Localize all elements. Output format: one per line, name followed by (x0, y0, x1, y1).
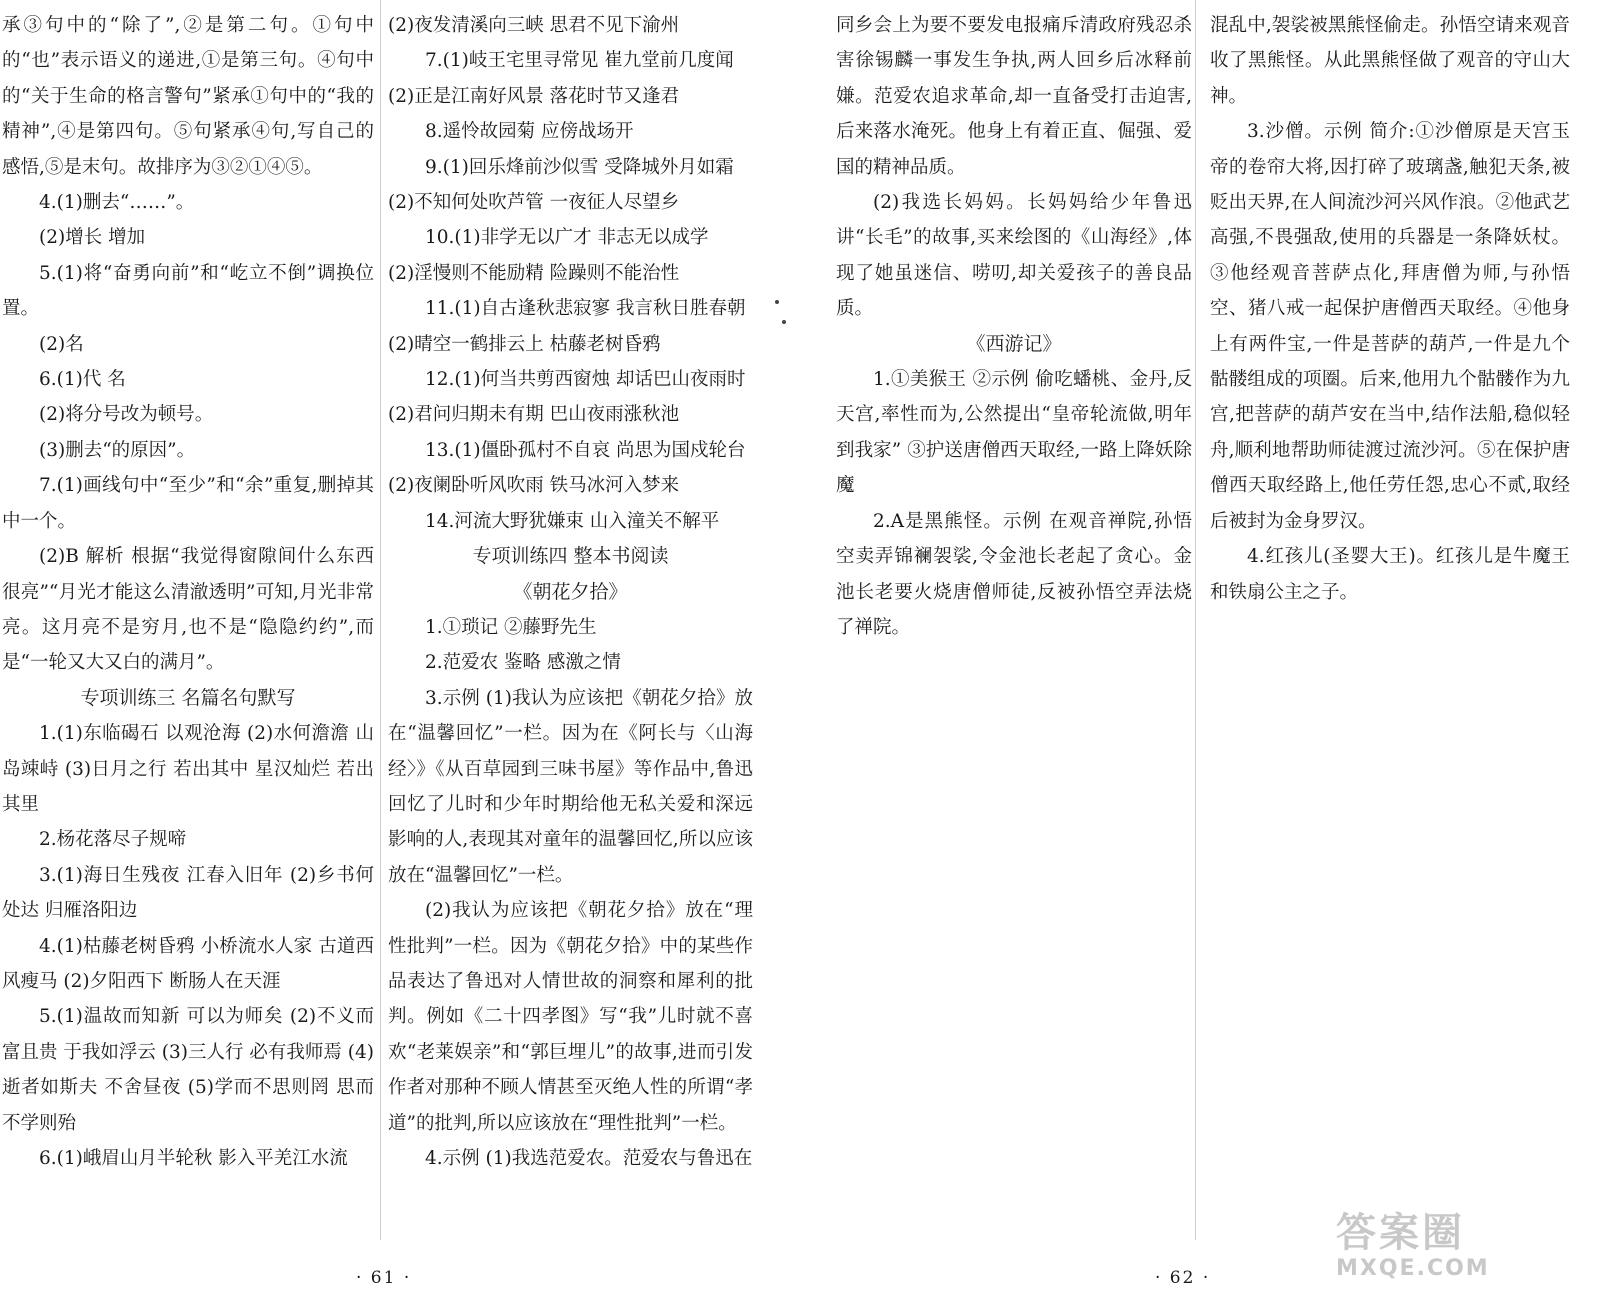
watermark-main: 答案圈 (1336, 1210, 1465, 1256)
column-2 (388, 8, 753, 1223)
answer-paragraph: 10.(1)非学无以广才 非志无以成学 (425, 227, 709, 249)
answer-paragraph: (2)增长 增加 (39, 227, 146, 249)
answer-paragraph: 同乡会上为要不要发电报痛斥清政府残忍杀害徐锡麟一事发生争执,两人回乡后冰释前嫌。范爱农追求革命,却一直备受打击迫害,后来落水淹死。他身上有着正直、倔强、爱国的精神品质。 (836, 15, 1192, 178)
column-3 (836, 8, 1192, 1223)
answer-paragraph: 4.红孩儿(圣婴大王)。红孩儿是牛魔王和铁扇公主之子。 (1210, 546, 1570, 603)
page-62 (800, 0, 1600, 1303)
watermark-logo (1336, 1210, 1558, 1292)
answer-paragraph: 11.(1)自古逢秋悲寂寥 我言秋日胜春朝 (425, 298, 746, 320)
answer-paragraph: 2.A是黑熊怪。示例 在观音禅院,孙悟空卖弄锦襕袈裟,令金池长老起了贪心。金池长老要火烧唐僧师徒,反被孙悟空弄法烧了禅院。 (836, 510, 1192, 638)
answer-paragraph: 承③句中的“除了”,②是第二句。①句中的“也”表示语义的递进,①是第三句。④句中的“关于生命的格言警句”紧承①句中的“我的精神”,④是第四句。⑤句紧承④句,写自己的感悟,⑤是末句。故排序为③②①④⑤。 (2, 15, 374, 178)
answer-paragraph: 1.①美猴王 ②示例 偷吃蟠桃、金丹,反天宫,率性而为,公然提出“皇帝轮流做,明年到我家” ③护送唐僧西天取经,一路上降妖除魔 (836, 369, 1192, 497)
answer-paragraph: 3.沙僧。示例 简介:①沙僧原是天宫玉帝的卷帘大将,因打碎了玻璃盏,触犯天条,被贬出天界,在人间流沙河兴风作浪。②他武艺高强,不畏强敌,使用的兵器是一条降妖杖。③他经观音菩萨点化,拜唐僧为师,与孙悟空、猪八戒一起保护唐僧西天取经。④他身上有两件宝,一件是菩萨的葫芦,一件是九个骷髅组成的项圈。后来,他用九个骷髅作为九宫,把菩萨的葫芦安在当中,结作法船,稳似轻舟,顺利地帮助师徒渡过流沙河。⑤在保护唐僧西天取经路上,他任劳任怨,忠心不贰,取经后被封为金身罗汉。 (1210, 121, 1570, 532)
answer-paragraph: 7.(1)画线句中“至少”和“余”重复,删掉其中一个。 (2, 475, 374, 532)
answer-paragraph: (2)正是江南好风景 落花时节又逢君 (388, 85, 680, 107)
answer-paragraph: (2)不知何处吹芦管 一夜征人尽望乡 (388, 192, 680, 214)
section-heading: 专项训练四 整本书阅读 (472, 545, 669, 568)
answer-paragraph: 8.遥怜故园菊 应傍战场开 (425, 121, 634, 143)
answer-paragraph: 混乱中,袈裟被黑熊怪偷走。孙悟空请来观音收了黑熊怪。从此黑熊怪做了观音的守山大神。 (1210, 15, 1570, 107)
section-heading: 《朝花夕拾》 (513, 580, 628, 603)
column-4 (1210, 8, 1570, 1223)
answer-paragraph: 2.杨花落尽子规啼 (39, 829, 187, 851)
answer-paragraph: (2)名 (39, 333, 84, 355)
answer-paragraph: 5.(1)温故而知新 可以为师矣 (2)不义而富且贵 于我如浮云 (3)三人行 必有我师焉 (4)逝者如斯夫 不舍昼夜 (5)学而不思则罔 思而不学则殆 (2, 1006, 374, 1134)
answer-paragraph: 12.(1)何当共剪西窗烛 却话巴山夜雨时 (425, 369, 746, 391)
answer-paragraph: (2)我选长妈妈。长妈妈给少年鲁迅讲“长毛”的故事,买来绘图的《山海经》,体现了她虽迷信、唠叨,却关爱孩子的善良品质。 (836, 192, 1192, 320)
answer-paragraph: (2)淫慢则不能励精 险躁则不能治性 (388, 262, 680, 284)
answer-paragraph: (2)将分号改为顿号。 (39, 404, 214, 426)
answer-paragraph: 6.(1)峨眉山月半轮秋 影入平羌江水流 (39, 1148, 348, 1169)
answer-paragraph: (3)删去“的原因”。 (39, 439, 196, 461)
answer-paragraph: (2)夜阑卧听风吹雨 铁马冰河入梦来 (388, 475, 680, 497)
column-1 (2, 8, 374, 1223)
column-divider (380, 0, 381, 1240)
answer-paragraph: 5.(1)将“奋勇向前”和“屹立不倒”调换位置。 (2, 262, 374, 320)
answer-paragraph: 4.(1)枯藤老树昏鸦 小桥流水人家 古道西风瘦马 (2)夕阳西下 断肠人在天涯 (2, 935, 374, 992)
answer-paragraph: 13.(1)僵卧孤村不自哀 尚思为国戍轮台 (425, 439, 746, 461)
answer-paragraph: (2)B 解析 根据“我觉得窗隙间什么东西很亮”“月光才能这么清澈透明”可知,月光非常亮。这月亮不是穷月,也不是“隐隐约约”,而是“一轮又大又白的满月”。 (2, 546, 374, 674)
answer-paragraph: 1.(1)东临碣石 以观沧海 (2)水何澹澹 山岛竦峙 (3)日月之行 若出其中 星汉灿烂 若出其里 (2, 723, 374, 815)
column-divider (1195, 0, 1196, 1240)
answer-paragraph: 1.①琐记 ②藤野先生 (425, 616, 597, 638)
section-heading: 专项训练三 名篇名句默写 (80, 686, 296, 709)
binding-mark (775, 300, 779, 304)
answer-paragraph: 4.(1)删去“……”。 (39, 192, 195, 214)
binding-mark (782, 320, 786, 324)
page-number: · 62 · (1155, 1268, 1211, 1288)
answer-paragraph: 7.(1)岐王宅里寻常见 崔九堂前几度闻 (425, 50, 734, 72)
answer-paragraph: (2)我认为应该把《朝花夕拾》放在“理性批判”一栏。因为《朝花夕拾》中的某些作品表达了鲁迅对人情世故的洞察和犀利的批判。例如《二十四孝图》写“我”儿时就不喜欢“老莱娱亲”和“郭巨埋儿”的故事,进而引发作者对那种不顾人情甚至灭绝人性的所谓“孝道”的批判,所以应该放在“理性批判”一栏。 (388, 900, 753, 1134)
answer-paragraph: 4.示例 (1)我选范爱农。范爱农与鲁迅在 (425, 1148, 753, 1169)
answer-paragraph: 3.示例 (1)我认为应该把《朝花夕拾》放在“温馨回忆”一栏。因为在《阿长与〈山海经〉》《从百草园到三味书屋》等作品中,鲁迅回忆了儿时和少年时期给他无私关爱和深远影响的人,表现其对童年的温馨回忆,所以应该放在“温馨回忆”一栏。 (388, 687, 753, 886)
answer-paragraph: 3.(1)海日生残夜 江春入旧年 (2)乡书何处达 归雁洛阳边 (2, 864, 374, 922)
page-number: · 61 · (356, 1268, 412, 1288)
answer-paragraph: (2)君问归期未有期 巴山夜雨涨秋池 (388, 404, 680, 426)
answer-paragraph: 6.(1)代 名 (39, 369, 126, 391)
section-heading: 《西游记》 (966, 332, 1062, 355)
answer-paragraph: (2)夜发清溪向三峡 思君不见下渝州 (388, 15, 680, 36)
answer-paragraph: (2)晴空一鹤排云上 枯藤老树昏鸦 (388, 333, 661, 355)
answer-paragraph: 14.河流大野犹嫌束 山入潼关不解平 (425, 510, 720, 532)
watermark-url: MXQE.COM (1336, 1256, 1490, 1281)
answer-paragraph: 9.(1)回乐烽前沙似雪 受降城外月如霜 (425, 156, 734, 178)
answer-paragraph: 2.范爱农 鉴略 感激之情 (425, 652, 621, 674)
